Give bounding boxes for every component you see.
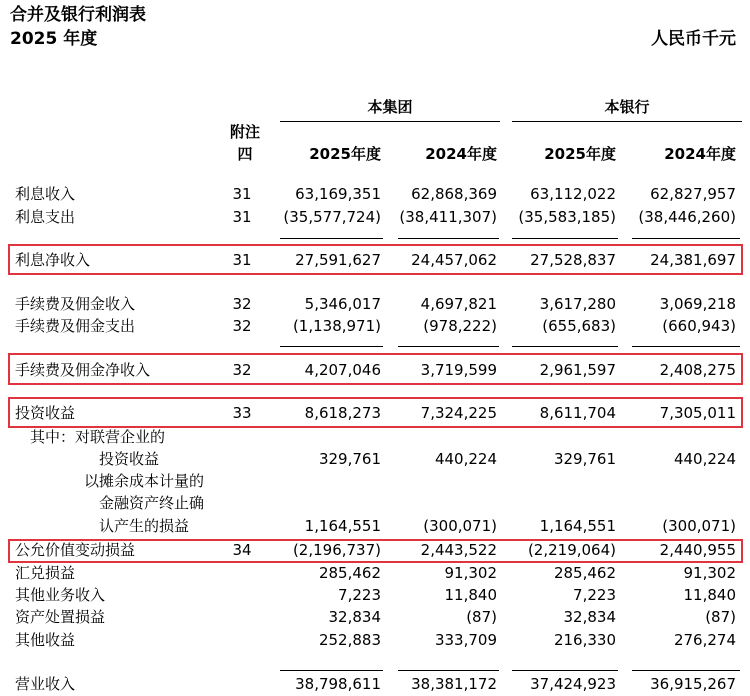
cell-group-2024: 333,709 [434, 631, 497, 649]
cell-bank-2025: 285,462 [553, 564, 616, 582]
row-note: 34 [232, 541, 252, 559]
cell-group-2025: (2,196,737) [292, 541, 381, 559]
subtotal-line-g2024-a [398, 238, 499, 239]
cell-group-2024: 440,224 [434, 450, 497, 468]
group-underline-consolidated [280, 121, 500, 122]
cell-bank-2025: 32,834 [563, 608, 616, 626]
row-label: 利息支出 [15, 208, 76, 226]
table-row [0, 183, 750, 205]
cell-group-2024: 11,840 [444, 586, 497, 604]
col-header-bank-2024: 2024年度 [664, 145, 736, 163]
cell-group-2025: 329,761 [318, 450, 381, 468]
cell-bank-2025: 3,617,280 [539, 295, 616, 313]
cell-group-2024: 24,457,062 [411, 251, 497, 269]
row-label: 金融资产终止确 [99, 494, 205, 512]
row-label: 投资收益 [15, 404, 76, 422]
row-label: 手续费及佣金支出 [15, 317, 136, 335]
table-row [0, 293, 750, 315]
subtotal-line-b2024-a [632, 238, 740, 239]
cell-group-2024: 4,697,821 [420, 295, 497, 313]
cell-group-2025: (1,138,971) [292, 317, 381, 335]
cell-group-2024: 62,868,369 [411, 185, 497, 203]
cell-group-2025: 4,207,046 [304, 361, 381, 379]
row-label: 营业收入 [15, 675, 76, 693]
table-row [0, 426, 750, 448]
cell-bank-2024: 440,224 [673, 450, 736, 468]
row-note: 32 [232, 317, 252, 335]
cell-group-2025: 285,462 [318, 564, 381, 582]
row-note: 33 [232, 404, 252, 422]
cell-group-2025: (35,577,724) [283, 208, 381, 226]
row-label: 认产生的损益 [99, 517, 190, 535]
row-label: 其他业务收入 [15, 586, 106, 604]
row-label: 其中：对联营企业的 [30, 428, 166, 446]
cell-bank-2025: (2,219,064) [527, 541, 616, 559]
cell-bank-2024: (300,071) [662, 517, 736, 535]
statement-period: 2025 年度 [10, 29, 98, 49]
cell-bank-2024: 2,440,955 [659, 541, 736, 559]
cell-bank-2025: (655,683) [542, 317, 616, 335]
cell-group-2025: 252,883 [318, 631, 381, 649]
cell-bank-2024: 91,302 [683, 564, 736, 582]
row-label: 利息净收入 [15, 251, 91, 269]
subtotal-line-b2025-c [512, 670, 618, 671]
cell-group-2024: 38,381,172 [411, 675, 497, 693]
cell-bank-2025: 27,528,837 [530, 251, 616, 269]
cell-bank-2025: 7,223 [573, 586, 616, 604]
cell-group-2024: (38,411,307) [399, 208, 497, 226]
group-underline-bank [512, 121, 742, 122]
table-row [0, 584, 750, 606]
note-header-line1: 附注 [229, 123, 260, 141]
cell-bank-2024: 276,274 [673, 631, 736, 649]
cell-bank-2024: (38,446,260) [638, 208, 736, 226]
row-label: 以摊余成本计量的 [84, 472, 205, 490]
cell-group-2025: 8,618,273 [304, 404, 381, 422]
table-row [0, 515, 750, 537]
cell-group-2025: 5,346,017 [304, 295, 381, 313]
cell-bank-2024: 24,381,697 [650, 251, 736, 269]
row-label: 资产处置损益 [15, 608, 106, 626]
table-row [0, 606, 750, 628]
cell-group-2024: (978,222) [423, 317, 497, 335]
table-row [0, 539, 750, 561]
table-row [0, 470, 750, 492]
cell-bank-2024: 7,305,011 [659, 404, 736, 422]
cell-group-2025: 7,223 [338, 586, 381, 604]
table-row [0, 673, 750, 695]
cell-bank-2024: (87) [705, 608, 736, 626]
cell-bank-2025: 37,424,923 [530, 675, 616, 693]
row-label: 其他收益 [15, 631, 76, 649]
subtotal-line-g2024-b [398, 346, 499, 347]
table-row [0, 448, 750, 470]
cell-bank-2025: (35,583,185) [518, 208, 616, 226]
row-note: 31 [232, 185, 252, 203]
col-header-bank-2025: 2025年度 [544, 145, 616, 163]
cell-group-2025: 32,834 [328, 608, 381, 626]
cell-bank-2024: 11,840 [683, 586, 736, 604]
cell-bank-2024: 62,827,957 [650, 185, 736, 203]
cell-bank-2025: 63,112,022 [530, 185, 616, 203]
cell-group-2024: 91,302 [444, 564, 497, 582]
cell-bank-2024: 2,408,275 [659, 361, 736, 379]
cell-group-2025: 63,169,351 [295, 185, 381, 203]
cell-bank-2025: 2,961,597 [539, 361, 616, 379]
group-header-consolidated: 本集团 [367, 98, 413, 116]
table-row [0, 562, 750, 584]
note-header-line2: 四 [237, 145, 253, 163]
row-label: 手续费及佣金收入 [15, 295, 136, 313]
col-header-group-2025: 2025年度 [309, 145, 381, 163]
cell-group-2025: 38,798,611 [295, 675, 381, 693]
table-row [0, 249, 750, 271]
table-row [0, 629, 750, 651]
cell-bank-2025: 329,761 [553, 450, 616, 468]
table-row [0, 492, 750, 514]
cell-group-2024: (87) [466, 608, 497, 626]
currency-unit: 人民币千元 [651, 29, 736, 49]
table-row [0, 206, 750, 228]
group-header-bank: 本银行 [604, 98, 650, 116]
subtotal-line-b2024-b [632, 346, 740, 347]
cell-bank-2024: 3,069,218 [659, 295, 736, 313]
row-label: 投资收益 [99, 450, 160, 468]
row-label: 手续费及佣金净收入 [15, 361, 151, 379]
table-row [0, 402, 750, 424]
table-row [0, 359, 750, 381]
subtotal-line-g2024-c [398, 670, 499, 671]
subtotal-line-g2025-b [280, 346, 383, 347]
cell-bank-2025: 8,611,704 [539, 404, 616, 422]
cell-group-2024: 7,324,225 [420, 404, 497, 422]
row-note: 32 [232, 295, 252, 313]
cell-group-2024: 3,719,599 [420, 361, 497, 379]
subtotal-line-g2025-a [280, 238, 383, 239]
row-note: 32 [232, 361, 252, 379]
cell-group-2025: 1,164,551 [304, 517, 381, 535]
cell-bank-2025: 1,164,551 [539, 517, 616, 535]
row-note: 31 [232, 251, 252, 269]
subtotal-line-b2024-c [632, 670, 740, 671]
statement-title: 合并及银行利润表 [10, 5, 146, 25]
table-row [0, 315, 750, 337]
subtotal-line-g2025-c [280, 670, 383, 671]
cell-bank-2024: 36,915,267 [650, 675, 736, 693]
col-header-group-2024: 2024年度 [425, 145, 497, 163]
subtotal-line-b2025-b [512, 346, 618, 347]
cell-group-2024: (300,071) [423, 517, 497, 535]
subtotal-line-b2025-a [512, 238, 618, 239]
cell-bank-2024: (660,943) [662, 317, 736, 335]
cell-group-2024: 2,443,522 [420, 541, 497, 559]
row-label: 汇兑损益 [15, 564, 76, 582]
row-label: 公允价值变动损益 [15, 541, 136, 559]
cell-bank-2025: 216,330 [553, 631, 616, 649]
cell-group-2025: 27,591,627 [295, 251, 381, 269]
row-note: 31 [232, 208, 252, 226]
row-label: 利息收入 [15, 185, 76, 203]
